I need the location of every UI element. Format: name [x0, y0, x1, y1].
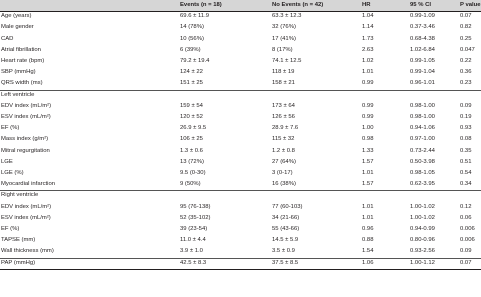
table-row	[0, 34, 481, 45]
table-cell: 3.9 ± 1.0	[180, 248, 203, 255]
table-cell: 3.5 ± 0.9	[272, 248, 295, 255]
table-cell: 0.96-1.01	[410, 80, 435, 87]
table-cell: 0.68-4.38	[410, 35, 435, 42]
table-cell: 74.1 ± 12.5	[272, 58, 302, 64]
table-cell: 0.94-0.99	[410, 226, 435, 232]
table-cell: Heart rate (bpm)	[1, 58, 45, 64]
table-cell: 0.98-1.00	[410, 102, 435, 109]
table-cell: 151 ± 25	[180, 80, 203, 87]
table-cell: 0.88	[362, 237, 374, 244]
table-cell: 1.00	[362, 125, 374, 132]
table-cell: 0.50-3.98	[410, 158, 435, 165]
table-cell: 95 (76-138)	[180, 203, 211, 210]
table-cell: 0.51	[460, 158, 472, 165]
table-cell: 28.9 ± 7.6	[272, 125, 299, 132]
table-cell: ESV index (mL/m²)	[1, 114, 51, 120]
table-cell: 0.23	[460, 80, 472, 87]
table-cell: 126 ± 56	[272, 114, 295, 120]
table-cell: 63.3 ± 12.3	[272, 13, 302, 20]
table-cell: 1.02-6.84	[410, 46, 435, 53]
table-cell: 14.5 ± 5.9	[272, 237, 299, 244]
table-cell: 2.63	[362, 46, 374, 53]
table-cell: 1.57	[362, 158, 374, 165]
table-cell: 1.00-1.02	[410, 203, 435, 210]
table-cell: 69.6 ± 11.9	[180, 13, 209, 20]
table-cell: 3 (0-17)	[272, 170, 293, 176]
section-title-row	[0, 90, 481, 101]
table-header-row	[0, 0, 481, 11]
table-cell: EDV index (mL/m²)	[1, 203, 52, 210]
table-cell: HR	[362, 2, 371, 8]
table-cell: 0.37-3.46	[410, 24, 435, 31]
table-cell: 42.5 ± 8.3	[180, 259, 207, 266]
table-row	[0, 202, 481, 213]
table-cell: 39 (23-54)	[180, 226, 208, 232]
table-cell: 1.02	[362, 58, 374, 64]
table-cell: EF (%)	[1, 125, 20, 132]
table-cell: 0.34	[460, 181, 472, 188]
table-cell: 1.01	[362, 203, 374, 210]
table-cell: 26.9 ± 9.5	[180, 125, 207, 132]
table-row	[0, 134, 481, 145]
table-cell: 1.06	[362, 259, 374, 266]
table-cell: 0.09	[460, 248, 472, 255]
table-rule	[0, 269, 481, 270]
table-cell: 0.62-3.95	[410, 181, 435, 188]
table-cell: PAP (mmHg)	[1, 259, 36, 266]
table-cell: 158 ± 21	[272, 80, 295, 87]
table-cell: 1.00-1.12	[410, 259, 435, 266]
table-cell: 0.35	[460, 147, 472, 154]
table-cell: 0.07	[460, 259, 472, 266]
table-cell: Male gender	[1, 24, 34, 31]
table-cell: 0.006	[460, 226, 475, 232]
table-row	[0, 112, 481, 123]
table-cell: 1.01	[362, 214, 374, 221]
table-cell: 0.08	[460, 136, 472, 143]
table-cell: 27 (64%)	[272, 158, 296, 165]
table-cell: 0.99-1.09	[410, 13, 435, 20]
table-cell: 0.82	[460, 24, 472, 31]
table-cell: Age (years)	[1, 13, 32, 20]
table-cell: Mass index (g/m²)	[1, 136, 49, 143]
table-row	[0, 67, 481, 78]
table-cell: ESV index (mL/m²)	[1, 214, 51, 221]
table-cell: P value	[460, 2, 481, 8]
table-cell: LGE (%)	[1, 170, 24, 176]
table-cell: 0.25	[460, 35, 472, 42]
table-cell: 34 (21-66)	[272, 214, 300, 221]
table-cell: 1.00-1.02	[410, 214, 435, 221]
table-cell: 37.5 ± 8.5	[272, 259, 299, 266]
table-cell: 17 (41%)	[272, 35, 296, 42]
table-cell: CAD	[1, 35, 14, 42]
table-cell: 11.0 ± 4.4	[180, 237, 206, 244]
table-cell: 0.93-2.56	[410, 248, 435, 255]
table-cell: 1.04	[362, 13, 374, 20]
table-cell: 1.01	[362, 170, 374, 176]
table-cell: 9.5 (0-30)	[180, 170, 206, 176]
table-cell: 159 ± 54	[180, 102, 203, 109]
table-cell: 77 (60-103)	[272, 203, 303, 210]
table-row	[0, 123, 481, 134]
table-cell: 115 ± 32	[272, 136, 295, 143]
table-cell: EDV index (mL/m²)	[1, 102, 52, 109]
table-cell: 32 (76%)	[272, 24, 296, 31]
table-cell: Myocardial infarction	[1, 181, 56, 188]
table-row	[0, 168, 481, 179]
table-row	[0, 179, 481, 190]
table-cell: 1.57	[362, 181, 374, 188]
table-cell: 0.97-1.00	[410, 136, 435, 143]
table-cell: 0.99-1.04	[410, 69, 435, 76]
table-cell: 0.98	[362, 136, 374, 143]
table-cell: 9 (50%)	[180, 181, 201, 188]
table-cell: 1.3 ± 0.6	[180, 147, 203, 154]
table-row	[0, 246, 481, 257]
table-row	[0, 101, 481, 112]
table-cell: 0.73-2.44	[410, 147, 435, 154]
table-cell: 0.98-1.00	[410, 114, 435, 120]
table-cell: 118 ± 19	[272, 69, 295, 76]
table-cell: 124 ± 22	[180, 69, 203, 76]
table-cell: No Events (n = 42)	[272, 2, 324, 8]
table-cell: 0.99	[362, 102, 374, 109]
table-cell: 1.33	[362, 147, 374, 154]
table-cell: 0.36	[460, 69, 472, 76]
table-cell: EF (%)	[1, 226, 20, 232]
table-cell: 0.54	[460, 170, 472, 176]
table-cell: 13 (72%)	[180, 158, 204, 165]
table-cell: 52 (35-102)	[180, 214, 211, 221]
table-cell: 10 (56%)	[180, 35, 204, 42]
table-cell: 55 (43-66)	[272, 226, 300, 232]
table-cell: Events (n = 18)	[180, 2, 222, 8]
table-cell: 106 ± 25	[180, 136, 203, 143]
table-cell: 0.07	[460, 13, 472, 20]
section-title-row	[0, 190, 481, 201]
table-cell: 0.09	[460, 102, 472, 109]
table-cell: 0.22	[460, 58, 472, 64]
table-cell: 1.73	[362, 35, 374, 42]
table-row	[0, 213, 481, 224]
table-cell: 79.2 ± 19.4	[180, 58, 210, 64]
table-cell: LGE	[1, 158, 13, 165]
table-cell: 120 ± 52	[180, 114, 203, 120]
table-cell: 0.06	[460, 214, 472, 221]
table-cell: 1.2 ± 0.8	[272, 147, 295, 154]
table-cell: TAPSE (mm)	[1, 237, 36, 244]
table-cell: 0.19	[460, 114, 472, 120]
table-row	[0, 56, 481, 67]
table-cell: Wall thickness (mm)	[1, 248, 54, 255]
table-row	[0, 45, 481, 56]
table-cell: 0.99-1.05	[410, 58, 435, 64]
table-cell: 1.14	[362, 24, 374, 31]
table-cell: Mitral regurgitation	[1, 147, 50, 154]
table-row	[0, 235, 481, 246]
table-cell: 1.54	[362, 248, 374, 255]
table-row	[0, 258, 481, 269]
section-title: Left ventricle	[1, 91, 35, 98]
table-cell: 0.96	[362, 226, 374, 232]
table-cell: 16 (38%)	[272, 181, 296, 188]
table-cell: 0.98-1.05	[410, 170, 435, 176]
table-cell: 0.047	[460, 46, 475, 53]
table-cell: 0.006	[460, 237, 475, 244]
table-cell: 14 (78%)	[180, 24, 204, 31]
table-cell: 0.12	[460, 203, 472, 210]
table-row	[0, 157, 481, 168]
table-row	[0, 224, 481, 235]
table-cell: 1.01	[362, 69, 374, 76]
table-cell: 95 % CI	[410, 2, 431, 8]
table-cell: 0.99	[362, 114, 374, 120]
table-cell: 0.99	[362, 80, 374, 87]
section-title: Right ventricle	[1, 192, 39, 199]
table-cell: 0.80-0.96	[410, 237, 435, 244]
table-cell: 0.93	[460, 125, 472, 132]
table-cell: 0.94-1.06	[410, 125, 435, 132]
table-row	[0, 11, 481, 22]
table-cell: 8 (17%)	[272, 46, 293, 53]
table-cell: SBP (mmHg)	[1, 69, 36, 76]
table-cell: 6 (39%)	[180, 46, 201, 53]
table-cell: 173 ± 64	[272, 102, 295, 109]
table-row	[0, 78, 481, 89]
table-cell: QRS width (ms)	[1, 80, 43, 87]
table-cell: Atrial fibrillation	[1, 46, 41, 53]
table-row	[0, 146, 481, 157]
table-row	[0, 22, 481, 33]
